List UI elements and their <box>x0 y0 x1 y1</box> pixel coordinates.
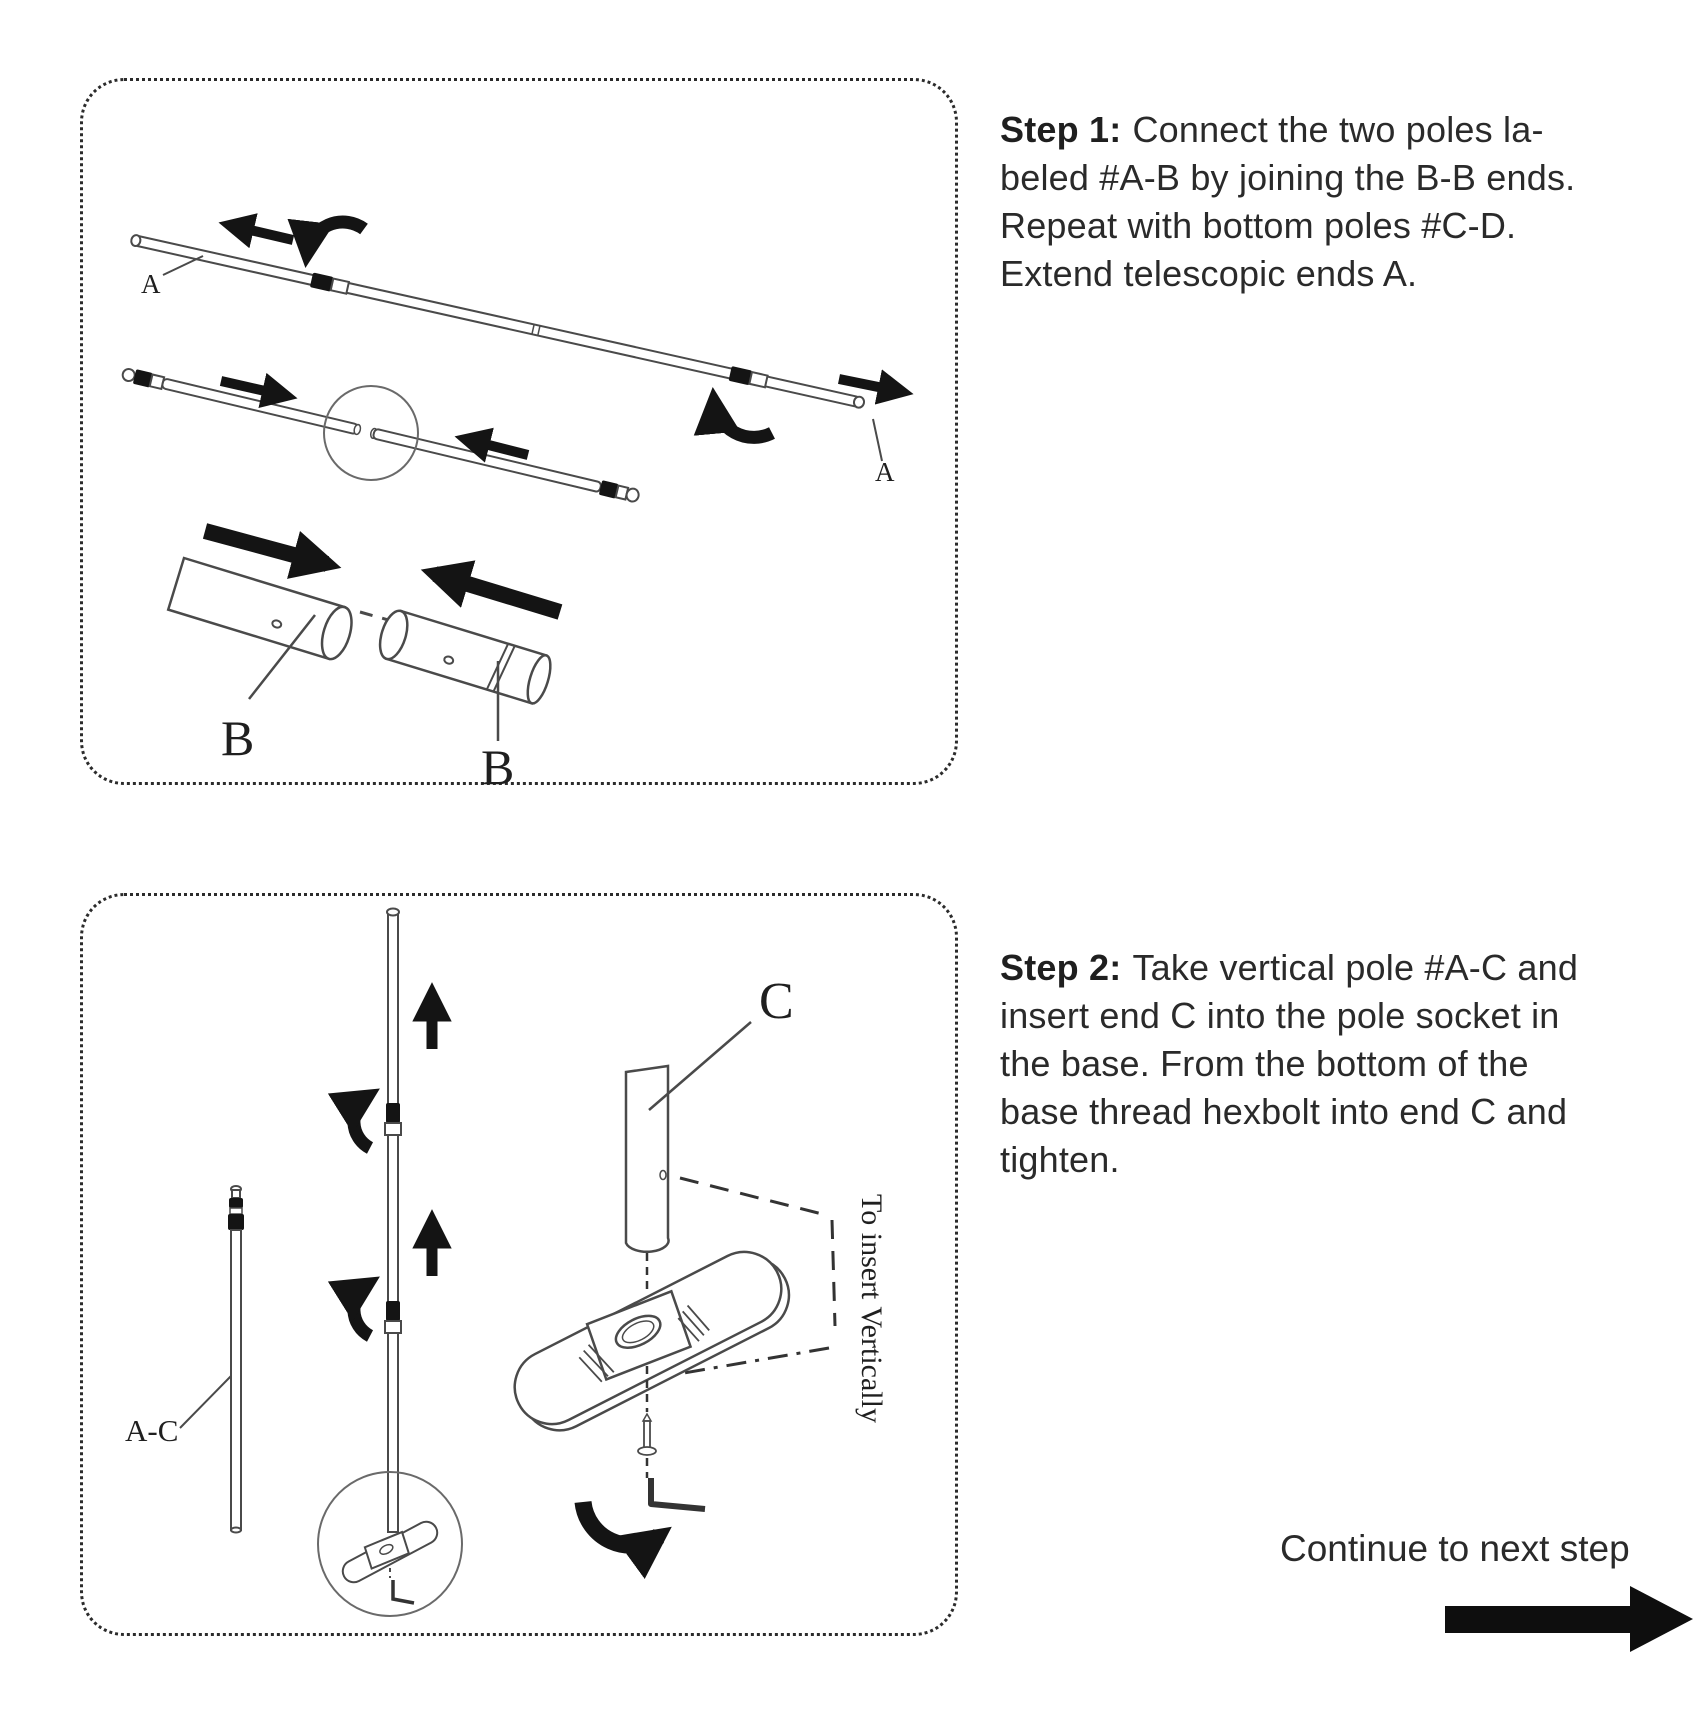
step2-diagram <box>83 896 961 1639</box>
continue-next-step-label: Continue to next step <box>1280 1528 1630 1569</box>
step2-diagram-box <box>80 893 958 1636</box>
step1-diagram <box>83 81 961 788</box>
pole-end-c <box>626 1066 669 1252</box>
tighten-rotate-arrow-icon <box>583 1502 659 1545</box>
rotate-arrow-icon <box>354 1284 370 1336</box>
step1-line2: beled #A-B by joining the B-B ends. <box>1000 157 1576 198</box>
label-a-right-pointer <box>873 419 882 461</box>
rotate-arrow-icon <box>354 1096 370 1148</box>
pole-ac <box>228 1186 244 1533</box>
label-ac-pointer <box>180 1376 231 1428</box>
hexkey-icon <box>651 1478 705 1509</box>
mini-hexkey-icon <box>393 1580 414 1603</box>
label-b-left: B <box>221 710 255 766</box>
step1-label: Step 1: <box>1000 109 1122 150</box>
label-c: C <box>759 973 794 1030</box>
rotate-arrow-icon <box>714 401 772 437</box>
step1-diagram-box <box>80 78 958 788</box>
step2-line1: Take vertical pole #A-C and <box>1132 947 1579 988</box>
base-plate <box>501 1235 802 1445</box>
pole-joint-icon <box>386 1301 400 1321</box>
continue-arrow-icon <box>1445 1606 1632 1633</box>
step1-text <box>1000 106 1575 298</box>
insert-guide-dashed <box>680 1178 830 1216</box>
step1-line3: Repeat with bottom poles #C-D. <box>1000 205 1517 246</box>
join-left-arrow-icon <box>435 574 560 612</box>
insert-guide-dashed <box>832 1220 835 1326</box>
step1-line4: Extend telescopic ends A. <box>1000 253 1418 294</box>
step2-label: Step 2: <box>1000 947 1122 988</box>
extend-left-arrow-icon <box>229 225 293 240</box>
continue-arrow-head-icon <box>1630 1586 1693 1652</box>
note-insert-vertically: To insert Vertically <box>855 1194 888 1423</box>
label-a-left-pointer <box>163 256 203 275</box>
join-right-arrow-icon <box>205 531 327 564</box>
hexbolt-icon <box>638 1414 656 1455</box>
step2-line3: the base. From the bottom of the <box>1000 1043 1529 1084</box>
label-a-right: A <box>875 457 895 487</box>
step2-line5: tighten. <box>1000 1139 1120 1180</box>
extend-right-arrow-icon <box>839 379 903 392</box>
rotate-arrow-icon <box>307 222 364 254</box>
connector-b-left <box>168 558 357 663</box>
label-b-right: B <box>481 739 515 788</box>
pole-joint-icon <box>386 1103 400 1123</box>
step2-text <box>1000 944 1578 1184</box>
pole-vertical-assembled <box>385 909 401 1533</box>
label-a-left: A <box>141 269 161 299</box>
step1-line1: Connect the two poles la- <box>1132 109 1544 150</box>
step2-line4: base thread hexbolt into end C and <box>1000 1091 1568 1132</box>
step2-line2: insert end C into the pole socket in <box>1000 995 1560 1036</box>
connector-b-right <box>375 607 555 705</box>
label-ac: A-C <box>125 1413 179 1448</box>
